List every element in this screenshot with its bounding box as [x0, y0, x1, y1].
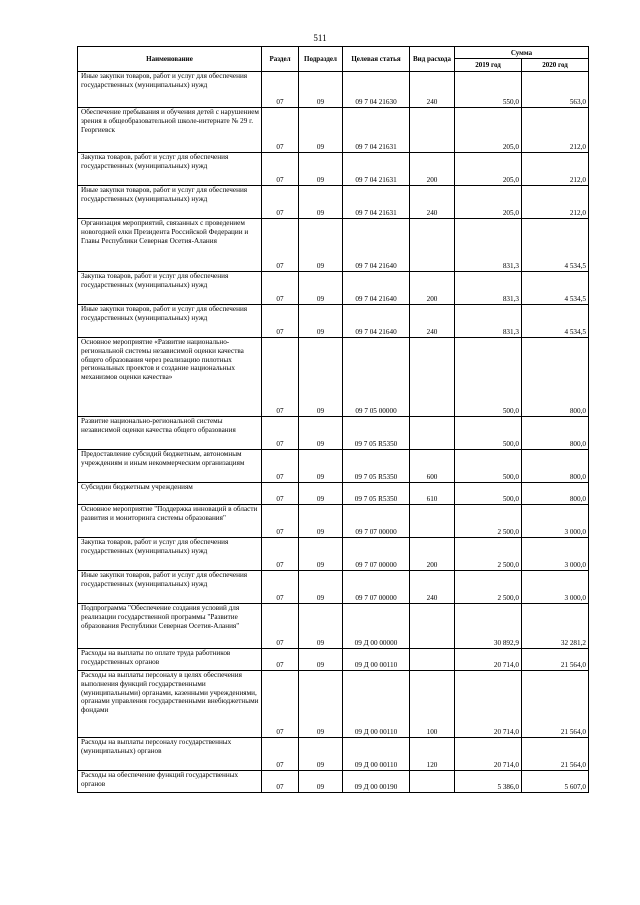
row-name: Расходы на обеспечение функций государственных органов: [78, 771, 262, 793]
row-amount-2020: 4 534,5: [522, 219, 589, 272]
row-amount-2019: 30 892,9: [455, 604, 522, 649]
header-subsection: Подраздел: [299, 47, 343, 72]
row-subsection: 09: [299, 604, 343, 649]
row-amount-2019: 2 500,0: [455, 505, 522, 538]
row-expense-type: 200: [410, 153, 455, 186]
table-row: [78, 186, 589, 219]
row-target: 09 7 04 21640: [343, 305, 410, 338]
row-amount-2019: 500,0: [455, 483, 522, 505]
row-section: 07: [262, 538, 299, 571]
row-subsection: 09: [299, 450, 343, 483]
table-row: [78, 450, 589, 483]
row-target: 09 Д 00 00110: [343, 649, 410, 671]
table-row: [78, 305, 589, 338]
row-amount-2019: 205,0: [455, 108, 522, 153]
row-target: 09 Д 00 00190: [343, 771, 410, 793]
row-expense-type: [410, 219, 455, 272]
row-section: 07: [262, 219, 299, 272]
row-target: 09 7 07 00000: [343, 505, 410, 538]
table-row: [78, 483, 589, 505]
header-year-2020: 2020 год: [522, 59, 589, 72]
row-amount-2019: 831,3: [455, 272, 522, 305]
table-row: [78, 649, 589, 671]
row-amount-2020: 4 534,5: [522, 305, 589, 338]
table-row: [78, 604, 589, 649]
row-section: 07: [262, 72, 299, 108]
row-expense-type: [410, 505, 455, 538]
row-amount-2020: 800,0: [522, 338, 589, 417]
row-target: 09 Д 00 00110: [343, 738, 410, 771]
row-amount-2020: 32 281,2: [522, 604, 589, 649]
table-row: [78, 272, 589, 305]
header-target: Целевая статья: [343, 47, 410, 72]
header-expense-type: Вид расхода: [410, 47, 455, 72]
row-expense-type: 240: [410, 571, 455, 604]
row-amount-2019: 205,0: [455, 186, 522, 219]
row-amount-2020: 21 564,0: [522, 671, 589, 738]
row-name: Предоставление субсидий бюджетным, автономным учреждениям и иным некоммерческим организациям: [78, 450, 262, 483]
row-target: 09 7 05 R5350: [343, 450, 410, 483]
row-target: 09 7 04 21640: [343, 219, 410, 272]
row-amount-2019: 831,3: [455, 219, 522, 272]
row-expense-type: 120: [410, 738, 455, 771]
row-name: Иные закупки товаров, работ и услуг для обеспечения государственных (муниципальных) нужд: [78, 72, 262, 108]
row-amount-2020: 212,0: [522, 186, 589, 219]
row-subsection: 09: [299, 108, 343, 153]
row-amount-2019: 2 500,0: [455, 538, 522, 571]
table-row: [78, 108, 589, 153]
row-expense-type: [410, 771, 455, 793]
row-name: Иные закупки товаров, работ и услуг для обеспечения государственных (муниципальных) нужд: [78, 186, 262, 219]
row-expense-type: [410, 108, 455, 153]
row-amount-2020: 3 000,0: [522, 571, 589, 604]
table-row: [78, 338, 589, 417]
row-target: 09 7 04 21631: [343, 153, 410, 186]
row-amount-2020: 21 564,0: [522, 738, 589, 771]
budget-table: [77, 46, 589, 793]
row-name: Расходы на выплаты персоналу в целях обеспечения выполнения функций государственными (муниципальными) органами, казенными учреждениями, органами управления государственными внебюджетными фондами: [78, 671, 262, 738]
header-year-2019: 2019 год: [455, 59, 522, 72]
row-name: Расходы на выплаты по оплате труда работников государственных органов: [78, 649, 262, 671]
row-target: 09 7 04 21630: [343, 72, 410, 108]
row-subsection: 09: [299, 771, 343, 793]
row-expense-type: 200: [410, 538, 455, 571]
row-amount-2019: 20 714,0: [455, 649, 522, 671]
row-name: Организация мероприятий, связанных с проведением новогодней елки Президента Российской Федерации и Главы Республики Северная Осетия-Алания: [78, 219, 262, 272]
row-amount-2019: 20 714,0: [455, 738, 522, 771]
row-amount-2019: 500,0: [455, 417, 522, 450]
row-expense-type: [410, 338, 455, 417]
row-section: 07: [262, 649, 299, 671]
row-expense-type: [410, 649, 455, 671]
row-subsection: 09: [299, 153, 343, 186]
row-subsection: 09: [299, 272, 343, 305]
row-name: Подпрограмма "Обеспечение создания условий для реализации государственной программы "Развитие образования Республики Северная Осетия-Алания": [78, 604, 262, 649]
row-subsection: 09: [299, 72, 343, 108]
row-name: Основное мероприятие «Развитие национально-региональной системы независимой оценки качества общего образования через реализацию пилотных региональных проектов и создание национальных механизмов оценки качества»: [78, 338, 262, 417]
table-row: [78, 219, 589, 272]
row-section: 07: [262, 305, 299, 338]
row-name: Субсидии бюджетным учреждениям: [78, 483, 262, 505]
row-section: 07: [262, 483, 299, 505]
row-section: 07: [262, 153, 299, 186]
row-section: 07: [262, 338, 299, 417]
row-target: 09 7 07 00000: [343, 538, 410, 571]
row-amount-2020: 212,0: [522, 108, 589, 153]
row-name: Закупка товаров, работ и услуг для обеспечения государственных (муниципальных) нужд: [78, 538, 262, 571]
row-amount-2019: 500,0: [455, 338, 522, 417]
row-target: 09 Д 00 00000: [343, 604, 410, 649]
table-row: [78, 771, 589, 793]
row-subsection: 09: [299, 505, 343, 538]
row-target: 09 7 04 21640: [343, 272, 410, 305]
row-target: 09 7 05 00000: [343, 338, 410, 417]
row-expense-type: 240: [410, 72, 455, 108]
row-section: 07: [262, 417, 299, 450]
row-amount-2019: 5 386,0: [455, 771, 522, 793]
row-subsection: 09: [299, 219, 343, 272]
row-amount-2020: 212,0: [522, 153, 589, 186]
row-amount-2020: 21 564,0: [522, 649, 589, 671]
row-expense-type: 240: [410, 186, 455, 219]
page-number: 511: [313, 33, 327, 43]
table-row: [78, 505, 589, 538]
row-amount-2019: 20 714,0: [455, 671, 522, 738]
header-section: Раздел: [262, 47, 299, 72]
row-amount-2019: 831,3: [455, 305, 522, 338]
row-name: Иные закупки товаров, работ и услуг для обеспечения государственных (муниципальных) нужд: [78, 571, 262, 604]
table-row: [78, 72, 589, 108]
row-expense-type: 240: [410, 305, 455, 338]
row-target: 09 7 04 21631: [343, 108, 410, 153]
row-expense-type: [410, 417, 455, 450]
row-amount-2019: 500,0: [455, 450, 522, 483]
row-section: 07: [262, 571, 299, 604]
table-body: [78, 72, 589, 793]
row-subsection: 09: [299, 305, 343, 338]
table-row: [78, 538, 589, 571]
row-section: 07: [262, 738, 299, 771]
header-name: Наименование: [78, 47, 262, 72]
row-name: Развитие национально-региональной системы независимой оценки качества общего образования: [78, 417, 262, 450]
row-amount-2020: 563,0: [522, 72, 589, 108]
row-amount-2020: 3 000,0: [522, 505, 589, 538]
row-subsection: 09: [299, 671, 343, 738]
row-target: 09 7 05 R5350: [343, 417, 410, 450]
row-section: 07: [262, 186, 299, 219]
row-section: 07: [262, 108, 299, 153]
row-subsection: 09: [299, 186, 343, 219]
row-subsection: 09: [299, 738, 343, 771]
row-section: 07: [262, 505, 299, 538]
row-name: Основное мероприятие "Поддержка инноваций в области развития и мониторинга системы образования": [78, 505, 262, 538]
row-amount-2020: 3 000,0: [522, 538, 589, 571]
row-name: Закупка товаров, работ и услуг для обеспечения государственных (муниципальных) нужд: [78, 272, 262, 305]
row-target: 09 7 05 R5350: [343, 483, 410, 505]
row-section: 07: [262, 272, 299, 305]
row-amount-2019: 550,0: [455, 72, 522, 108]
row-name: Закупка товаров, работ и услуг для обеспечения государственных (муниципальных) нужд: [78, 153, 262, 186]
row-subsection: 09: [299, 338, 343, 417]
row-amount-2020: 800,0: [522, 417, 589, 450]
table-row: [78, 571, 589, 604]
row-target: 09 7 07 00000: [343, 571, 410, 604]
row-subsection: 09: [299, 571, 343, 604]
row-subsection: 09: [299, 417, 343, 450]
row-expense-type: 200: [410, 272, 455, 305]
row-expense-type: 600: [410, 450, 455, 483]
table-row: [78, 738, 589, 771]
row-name: Обеспечение пребывания и обучения детей с нарушением зрения в общеобразовательной школе-интернате № 29 г. Георгиевск: [78, 108, 262, 153]
table-row: [78, 417, 589, 450]
row-subsection: 09: [299, 538, 343, 571]
row-expense-type: 610: [410, 483, 455, 505]
row-section: 07: [262, 671, 299, 738]
row-name: Расходы на выплаты персоналу государственных (муниципальных) органов: [78, 738, 262, 771]
row-amount-2020: 800,0: [522, 483, 589, 505]
header-amount: Сумма: [455, 47, 589, 59]
row-amount-2019: 2 500,0: [455, 571, 522, 604]
row-expense-type: [410, 604, 455, 649]
row-subsection: 09: [299, 483, 343, 505]
row-target: 09 7 04 21631: [343, 186, 410, 219]
row-section: 07: [262, 450, 299, 483]
row-section: 07: [262, 771, 299, 793]
table-row: [78, 671, 589, 738]
row-amount-2019: 205,0: [455, 153, 522, 186]
row-amount-2020: 5 607,0: [522, 771, 589, 793]
row-expense-type: 100: [410, 671, 455, 738]
row-section: 07: [262, 604, 299, 649]
row-target: 09 Д 00 00110: [343, 671, 410, 738]
row-name: Иные закупки товаров, работ и услуг для обеспечения государственных (муниципальных) нужд: [78, 305, 262, 338]
row-amount-2020: 800,0: [522, 450, 589, 483]
row-amount-2020: 4 534,5: [522, 272, 589, 305]
row-subsection: 09: [299, 649, 343, 671]
table-row: [78, 153, 589, 186]
